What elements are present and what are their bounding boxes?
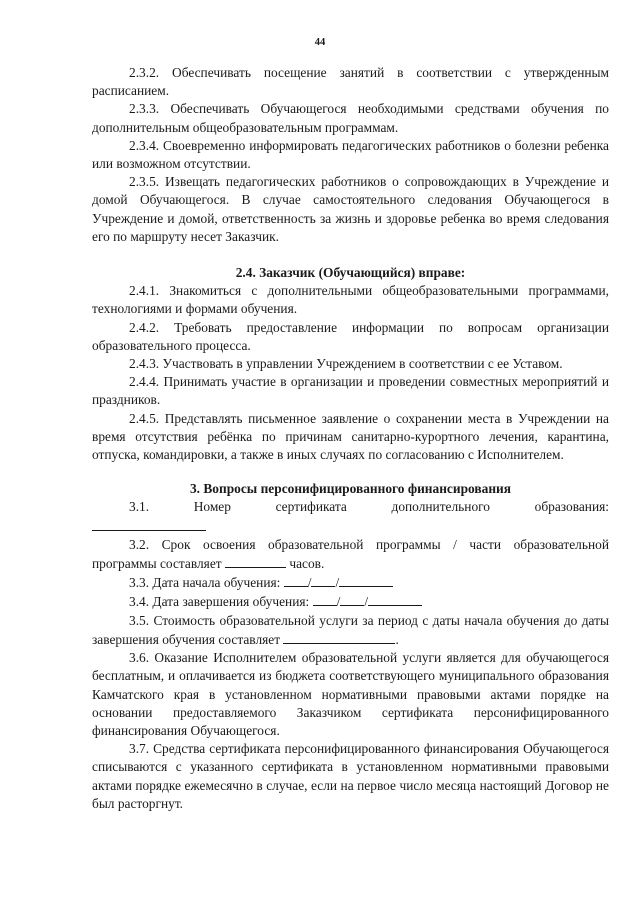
clause-3-2-suffix: часов. [286,556,325,572]
certificate-number-field[interactable] [92,517,206,531]
clause-2-4-2: 2.4.2. Требовать предоставление информации по вопросам организации образовательного процесса. [92,319,609,353]
date-separator: / [364,594,369,610]
clause-2-3-2: 2.3.2. Обеспечивать посещение занятий в соответствии с утвержденным расписанием. [92,65,609,99]
start-day-field[interactable] [284,573,308,587]
clause-3-1-word-2: сертификата [275,499,347,515]
date-separator: / [336,594,341,610]
clause-2-3-5: 2.3.5. Извещать педагогических работников о сопровождающих в Учреждение и домой Обучающегося. В случае самостоятельного следования Обучающегося в Учреждение и домой, ответственность за жизнь и здоровье ребенка во время следования его по маршруту несет Заказчик. [92,174,609,244]
start-month-field[interactable] [311,573,335,587]
clause-3-6: 3.6. Оказание Исполнителем образовательной услуги является для обучающегося бесплатным, и оплачивается из бюджета соответствующего муниципального образования Камчатского края в установленном нормативными правовыми актами порядке на основании предоставляемого Заказчиком сертификата персонифицированного финансирования Обучающегося. [92,650,609,738]
clause-3-3 [92,573,609,592]
clause-2-4-4: 2.4.4. Принимать участие в организации и проведении совместных мероприятий и праздников. [92,374,609,408]
clause-3-4-text: 3.4. Дата завершения обучения: [129,594,313,610]
clause-2-3-4: 2.3.4. Своевременно информировать педагогических работников о болезни ребенка или возможном отсутствии. [92,137,609,172]
clause-3-2 [92,536,609,573]
clause-3-2-text: 3.2. Срок освоения образовательной программы / части образовательной программы составляет [92,536,609,572]
date-separator: / [335,575,340,591]
clause-3-7: 3.7. Средства сертификата персонифицированного финансирования Обучающегося списываются с указанного сертификата в установленном нормативными правовыми актами порядке ежемесячно в случае, если на первое число месяца настоящий Договор не был расторгнут. [92,741,609,811]
clause-3-3-text: 3.3. Дата начала обучения: [129,575,284,591]
clause-3-1-word-4: образования: [534,499,609,515]
clause-2-4-3: 2.4.3. Участвовать в управлении Учреждением в соответствии с ее Уставом. [129,356,563,372]
end-month-field[interactable] [340,592,364,606]
clause-2-4-1: 2.4.1. Знакомиться с дополнительными общеобразовательными программами, технологиями и формами обучения. [92,283,609,317]
clause-2-4-5: 2.4.5. Представлять письменное заявление о сохранении места в Учреждении на время отсутствия ребёнка по причинам санитарно-курортного лечения, карантина, отпуска, командировки, а также в иных случаях по согласованию с Исполнителем. [92,410,609,463]
cost-field[interactable] [283,630,395,644]
page-number: 44 [314,37,326,48]
clause-3-5 [92,612,609,649]
document-body [92,64,609,813]
clause-3-1-number: 3.1. [129,499,150,515]
section-3-heading: 3. Вопросы персонифицированного финансирования [189,481,512,497]
clause-3-5-text: 3.5. Стоимость образовательной услуги за период с даты начала обучения до даты завершения обучения составляет [92,612,609,647]
clause-3-1 [92,498,609,535]
date-separator: / [307,575,312,591]
hours-field[interactable] [225,554,286,568]
end-day-field[interactable] [313,592,337,606]
start-year-field[interactable] [339,573,393,587]
clause-3-1-line [92,498,609,516]
clause-3-1-word-3: дополнительного [391,499,491,515]
clause-3-1-word-1: Номер [193,499,231,515]
section-2-4-heading: 2.4. Заказчик (Обучающийся) вправе: [235,265,466,281]
end-year-field[interactable] [368,592,422,606]
clause-3-5-suffix: . [395,631,399,647]
clause-3-4 [92,592,609,611]
clause-2-3-3: 2.3.3. Обеспечивать Обучающегося необходимыми средствами обучения по дополнительным общеобразовательным программам. [92,101,609,135]
